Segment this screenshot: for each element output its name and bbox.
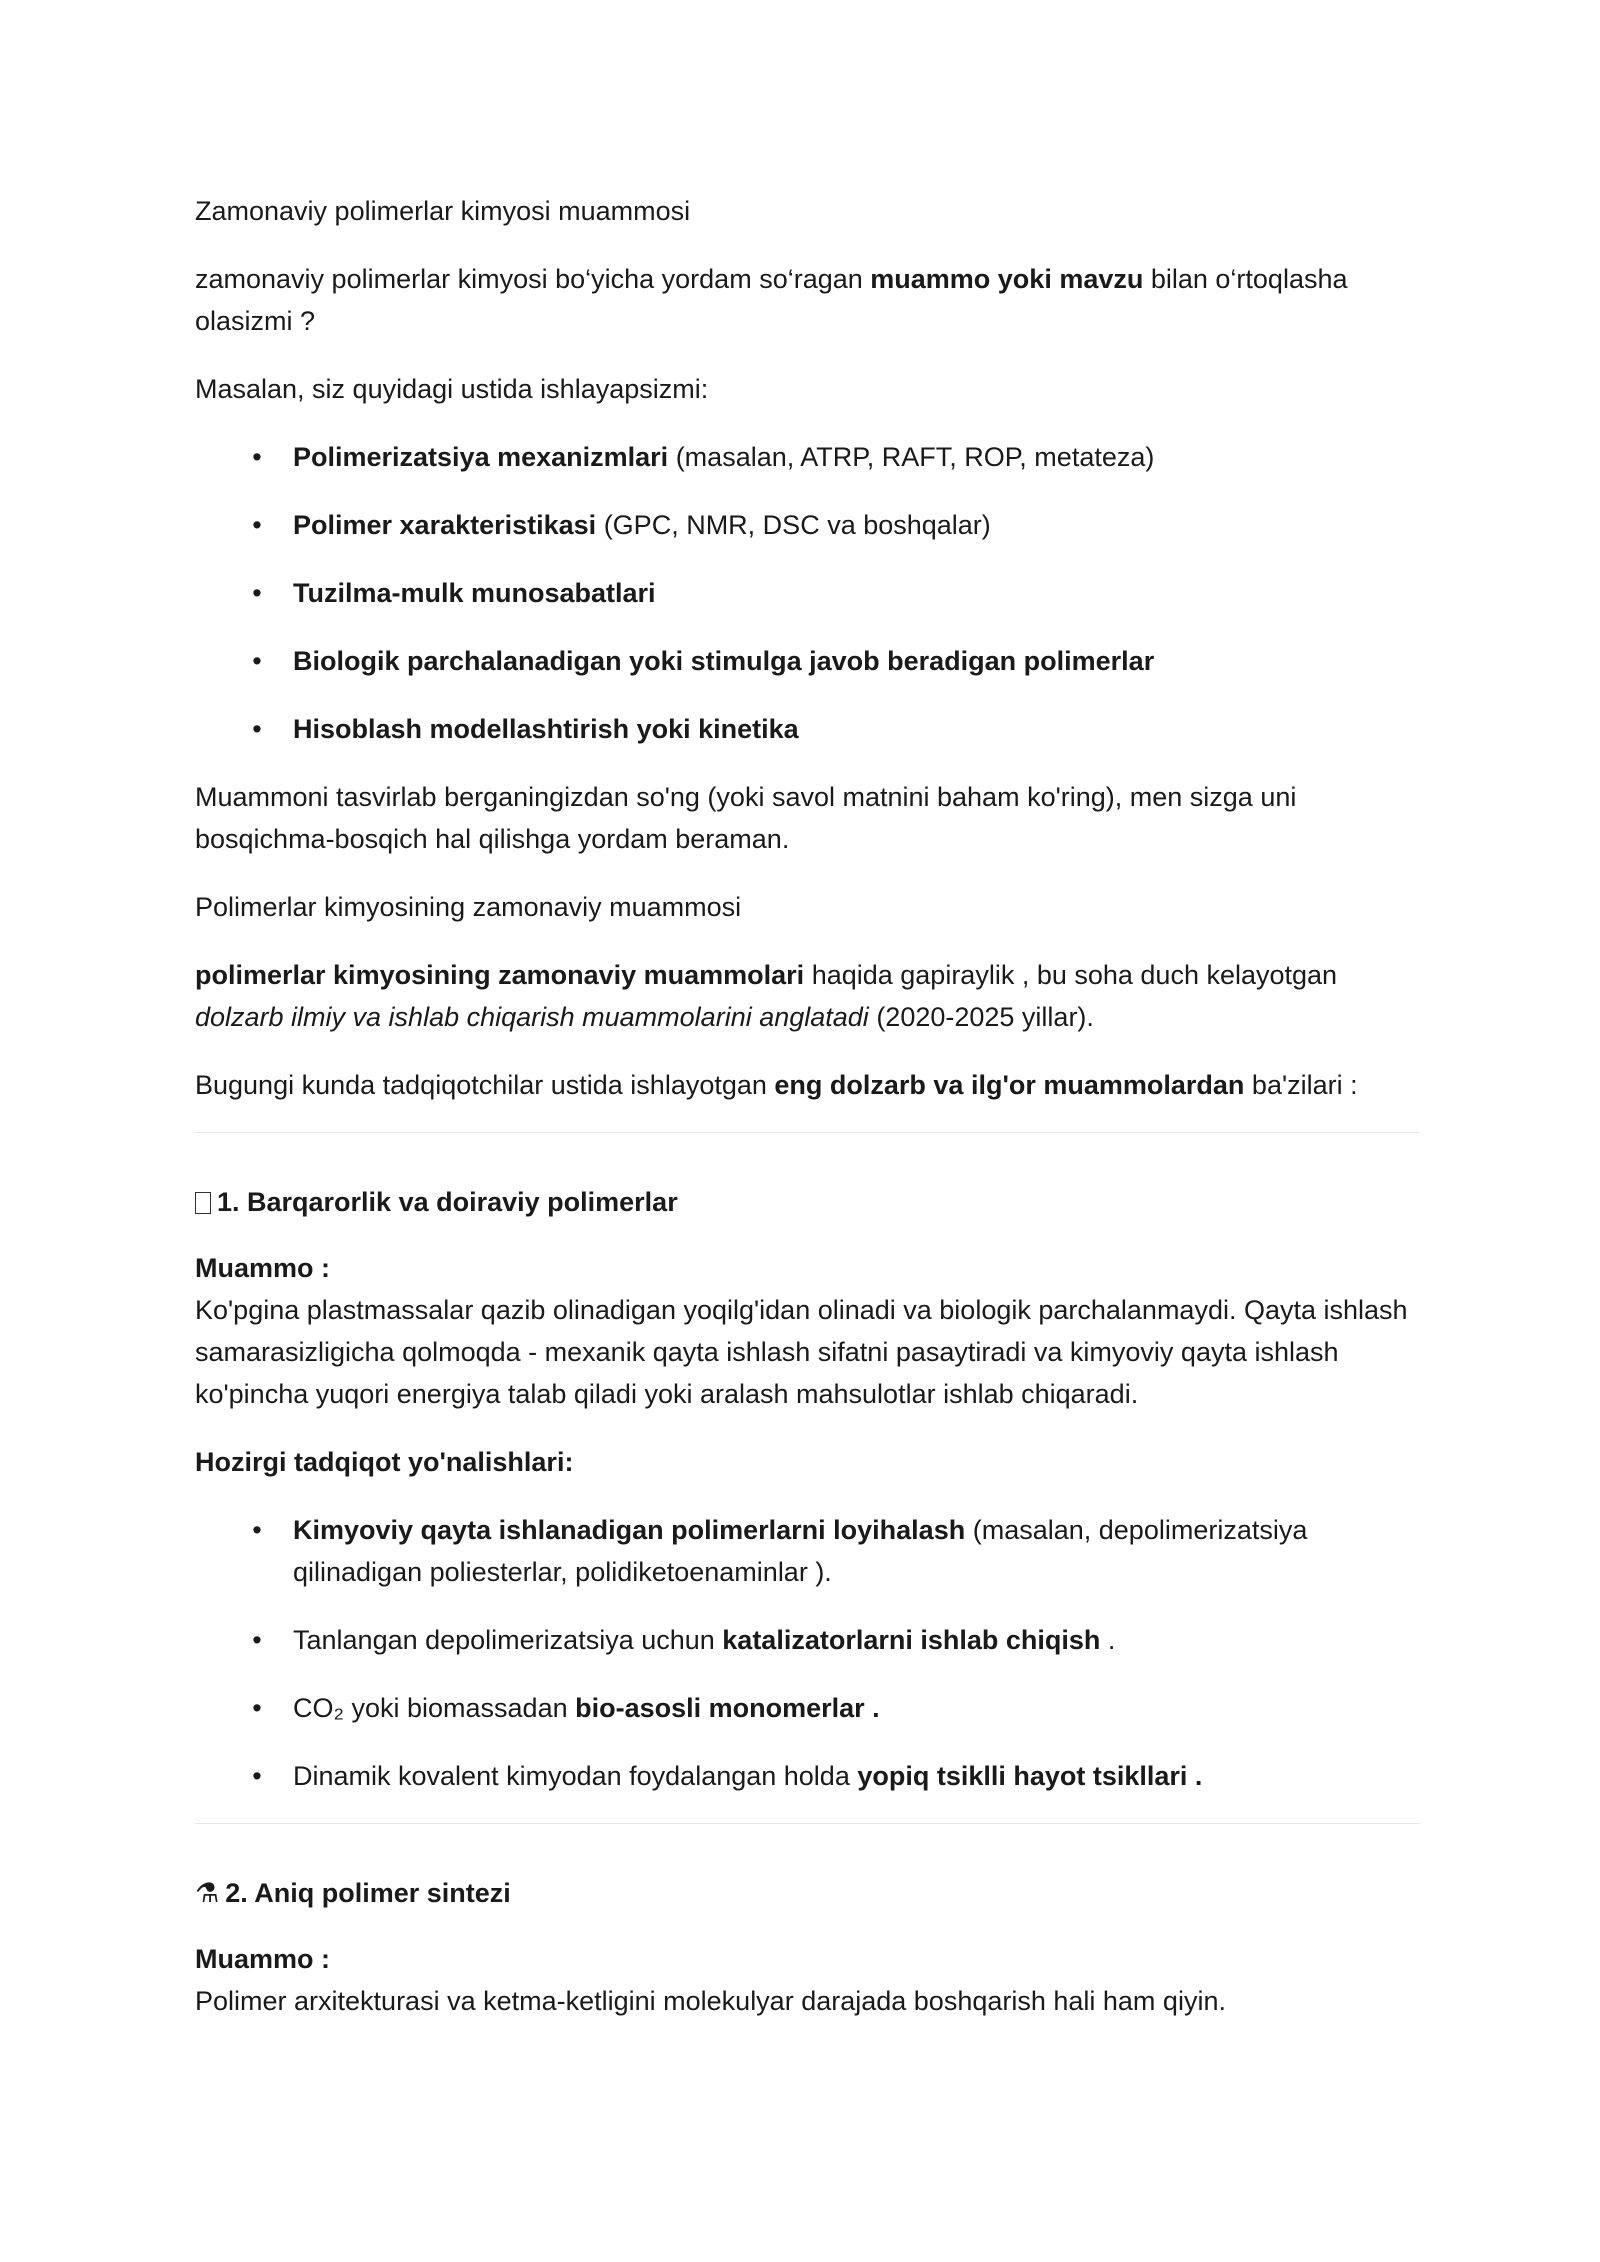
direction-bold: Kimyoviy qayta ishlanadigan polimerlarni loyihalash (293, 1515, 966, 1545)
document-page (195, 190, 1420, 2048)
bullet-icon: • (252, 442, 262, 472)
problem-label: Muammo : (195, 1944, 330, 1974)
section2-problem (195, 1938, 1420, 2022)
lead3-bold: eng dolzarb va ilg'or muammolardan (774, 1070, 1245, 1100)
topic-bold: Biologik parchalanadigan yoki stimulga javob beradigan polimerlar (293, 646, 1155, 676)
direction-pre: Dinamik kovalent kimyodan foydalangan holda (293, 1761, 858, 1791)
directions-label-text: Hozirgi tadqiqot yo'nalishlari: (195, 1447, 574, 1477)
direction-bold: bio-asosli monomerlar . (575, 1693, 880, 1723)
direction-bold: katalizatorlarni ishlab chiqish (722, 1625, 1101, 1655)
section2-heading (195, 1872, 1420, 1914)
direction-bold: yopiq tsiklli hayot tsikllari . (857, 1761, 1203, 1791)
topic-bold: Hisoblash modellashtirish yoki kinetika (293, 714, 799, 744)
intro-text-end: bilan o‘rtoqlasha olasizmi ? (195, 264, 1348, 336)
direction-pre: CO₂ yoki biomassadan (293, 1693, 576, 1723)
bullet-icon: • (252, 1625, 262, 1655)
list-item (247, 504, 1420, 546)
section1-problem (195, 1247, 1420, 1415)
direction-pre: Tanlangan depolimerizatsiya uchun (293, 1625, 723, 1655)
intro-bold: muammo yoki mavzu (870, 264, 1144, 294)
list-item (247, 436, 1420, 478)
lead3-text-end: ba'zilari : (1244, 1070, 1358, 1100)
intro-paragraph (195, 258, 1420, 342)
directions-label (195, 1441, 1420, 1483)
list-item (247, 1509, 1420, 1593)
topics-list (195, 436, 1420, 750)
bullet-icon: • (252, 646, 262, 676)
topic-bold: Tuzilma-mulk munosabatlari (293, 578, 656, 608)
section1-heading (195, 1181, 1420, 1223)
problem-text: Ko'pgina plastmassalar qazib olinadigan yoqilg'idan olinadi va biologik parchalanmaydi. Qayta ishlash samarasizligicha qolmoqda - mexanik qayta ishlash sifatni pasaytiradi va kimyoviy qayta ishlash ko'pincha yuqori energiya talab qiladi yoki aralash mahsulotlar ishlab chiqaradi. (195, 1295, 1408, 1409)
topic-rest: (masalan, ATRP, RAFT, ROP, metateza) (668, 442, 1155, 472)
direction-post: . (1100, 1625, 1116, 1655)
section2-title: 2. Aniq polimer sintezi (225, 1878, 511, 1908)
intro-text: zamonaviy polimerlar kimyosi bo‘yicha yordam so‘ragan (195, 264, 871, 294)
list-item (247, 708, 1420, 750)
problem-label: Muammo : (195, 1253, 330, 1283)
directions-list (195, 1509, 1420, 1797)
divider (195, 1132, 1420, 1133)
lead2-bold: polimerlar kimyosining zamonaviy muammolari (195, 960, 805, 990)
document-title: Zamonaviy polimerlar kimyosi muammosi (195, 196, 691, 226)
example-lead: Masalan, siz quyidagi ustida ishlayapsizmi: (195, 374, 709, 404)
lead3-paragraph (195, 1064, 1420, 1106)
list-item (247, 572, 1420, 614)
list-item (247, 640, 1420, 682)
after-topics-paragraph: Muammoni tasvirlab berganingizdan so'ng (yoki savol matnini baham ko'ring), men sizga uni bosqichma-bosqich hal qilishga yordam beraman. (195, 782, 1297, 854)
list-item (247, 1755, 1420, 1797)
problem-text: Polimer arxitekturasi va ketma-ketligini molekulyar darajada boshqarish hali ham qiyin. (195, 1986, 1226, 2016)
bullet-icon: • (252, 714, 262, 744)
lead2-paragraph (195, 954, 1420, 1038)
section1-title: 1. Barqarorlik va doiraviy polimerlar (217, 1187, 678, 1217)
lead2-text-end: (2020-2025 yillar). (868, 1002, 1094, 1032)
list-item (247, 1687, 1420, 1729)
subtitle: Polimerlar kimyosining zamonaviy muammosi (195, 892, 742, 922)
bullet-icon: • (252, 1693, 262, 1723)
topic-bold: Polimerizatsiya mexanizmlari (293, 442, 669, 472)
divider (195, 1823, 1420, 1824)
bullet-icon: • (252, 1515, 262, 1545)
list-item (247, 1619, 1420, 1661)
lead2-italic: dolzarb ilmiy va ishlab chiqarish muammolarini anglatadi (195, 1002, 869, 1032)
topic-bold: Polimer xarakteristikasi (293, 510, 597, 540)
missing-glyph-box-icon (195, 1192, 211, 1214)
lead2-text: haqida gapiraylik , bu soha duch kelayotgan (804, 960, 1338, 990)
flask-icon: ⚗ (195, 1878, 220, 1908)
topic-rest: (GPC, NMR, DSC va boshqalar) (596, 510, 991, 540)
bullet-icon: • (252, 578, 262, 608)
direction-post: (masalan, depolimerizatsiya qilinadigan poliesterlar, polidiketoenaminlar ). (293, 1515, 1308, 1587)
lead3-text: Bugungi kunda tadqiqotchilar ustida ishlayotgan (195, 1070, 775, 1100)
bullet-icon: • (252, 1761, 262, 1791)
bullet-icon: • (252, 510, 262, 540)
